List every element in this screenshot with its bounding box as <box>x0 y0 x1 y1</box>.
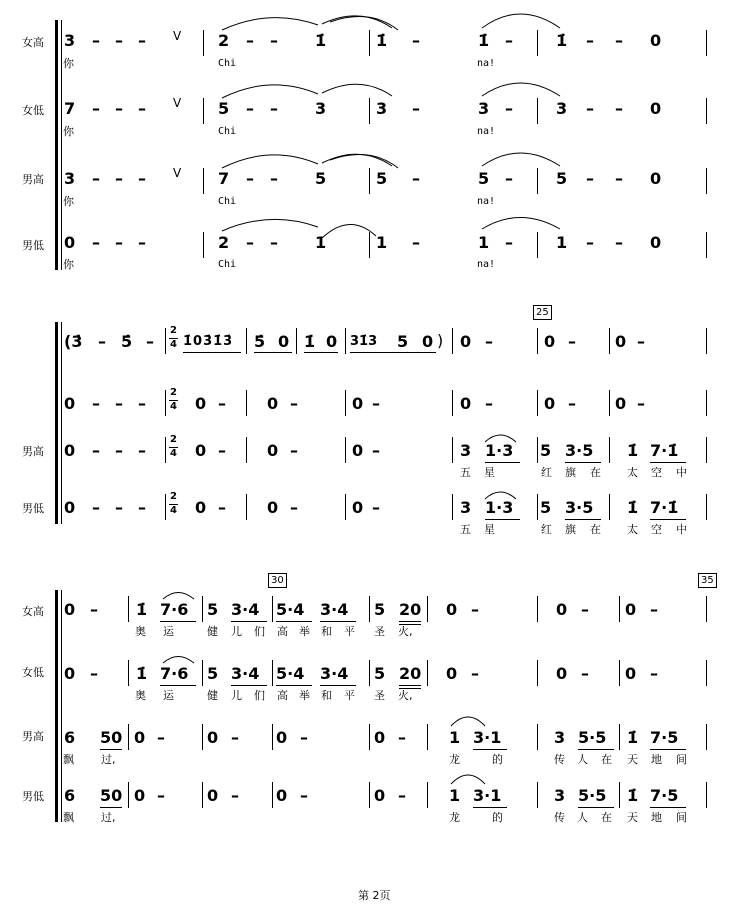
note: 1̇ <box>627 498 639 517</box>
note: 1 <box>556 233 568 252</box>
lyric: 你 <box>63 258 74 271</box>
lyric: 举 <box>299 625 310 638</box>
note: 0 <box>267 441 279 460</box>
dash: – <box>92 99 100 118</box>
lyric: 过, <box>101 811 116 824</box>
note: 0 <box>446 664 458 683</box>
lyric: 地 <box>651 811 662 824</box>
note: 1̇ <box>556 31 568 50</box>
lyric: 和 <box>321 689 332 702</box>
note: 5 <box>478 169 490 188</box>
measure-number: 30 <box>268 573 287 588</box>
lyric: 旗 <box>565 466 576 479</box>
lyric: 星 <box>484 466 495 479</box>
dash: – <box>568 332 576 351</box>
lyric: 运 <box>163 689 174 702</box>
voice-label: 女高 <box>22 605 44 618</box>
lyric: 圣 <box>374 625 385 638</box>
note: 1̇ <box>315 31 327 50</box>
lyric: 你 <box>63 125 74 138</box>
dash: – <box>246 31 254 50</box>
note: 0 <box>64 664 76 683</box>
lyric: na! <box>477 259 496 270</box>
note: 5 <box>207 664 219 683</box>
note: 0 <box>556 664 568 683</box>
note: 1 <box>376 233 388 252</box>
note: 5 <box>374 664 386 683</box>
measure-number: 25 <box>533 305 552 320</box>
dash: – <box>300 786 308 805</box>
note: 0 <box>64 394 76 413</box>
time-sig-top: 2 <box>170 434 177 445</box>
lyric: 的 <box>492 753 503 766</box>
dash: – <box>568 394 576 413</box>
measure-number: 35 <box>698 573 717 588</box>
lyric: 火, <box>398 625 413 638</box>
note: 0 <box>460 394 472 413</box>
note: 1̇ <box>627 441 639 460</box>
lyric: 健 <box>207 625 218 638</box>
note: 5 <box>556 169 568 188</box>
note: 1 <box>449 786 461 805</box>
lyric: 五 <box>460 523 471 536</box>
dash: – <box>615 233 623 252</box>
note: 5 <box>540 441 552 460</box>
note: 50 <box>100 728 123 747</box>
lyric: na! <box>477 196 496 207</box>
lyric: 空 <box>651 523 662 536</box>
dash: – <box>98 332 106 351</box>
lyric: na! <box>477 126 496 137</box>
dash: – <box>290 498 298 517</box>
dash: – <box>90 664 98 683</box>
lyric: 在 <box>590 466 601 479</box>
dash: – <box>290 394 298 413</box>
lyric: 健 <box>207 689 218 702</box>
lyric: 中 <box>676 523 687 536</box>
note: 5·4 <box>276 664 305 683</box>
note: 0 <box>650 31 662 50</box>
note: 0 <box>195 498 207 517</box>
note: 1 <box>478 233 490 252</box>
note: 2 <box>218 233 230 252</box>
time-sig-bottom: 4 <box>170 505 177 516</box>
note: 1 <box>449 728 461 747</box>
note: 5 <box>397 332 409 351</box>
note: 20 <box>399 600 422 619</box>
dash: – <box>270 169 278 188</box>
note: 3 <box>64 31 76 50</box>
dash: – <box>372 394 380 413</box>
note: 3·5 <box>565 441 594 460</box>
lyric: 传 <box>554 753 565 766</box>
lyric: na! <box>477 58 496 69</box>
lyric: 天 <box>627 811 638 824</box>
note: 0 <box>64 441 76 460</box>
note-group: 1̇03̇1̇3̇ <box>183 334 234 349</box>
dash: – <box>505 31 513 50</box>
note: 0 <box>446 600 458 619</box>
dash: – <box>138 169 146 188</box>
dash: – <box>157 728 165 747</box>
dash: – <box>115 233 123 252</box>
dash: – <box>218 394 226 413</box>
note: 5̇ <box>254 332 266 351</box>
dash: – <box>372 441 380 460</box>
lyric: 在 <box>590 523 601 536</box>
dash: – <box>92 441 100 460</box>
dash: – <box>300 728 308 747</box>
note: 0 <box>615 332 627 351</box>
lyric: Chi <box>218 196 237 207</box>
lyric: 运 <box>163 625 174 638</box>
note: 7·5 <box>650 786 679 805</box>
note: 3·4 <box>320 600 349 619</box>
time-sig-top: 2 <box>170 491 177 502</box>
dash: – <box>115 99 123 118</box>
dash: – <box>650 664 658 683</box>
voice-label: 男高 <box>22 730 44 743</box>
lyric: 在 <box>601 811 612 824</box>
note: 3·1 <box>473 728 502 747</box>
dash: – <box>218 498 226 517</box>
note: 3·4 <box>320 664 349 683</box>
voice-label: 男低 <box>22 239 44 252</box>
lyric: 旗 <box>565 523 576 536</box>
dash: – <box>485 332 493 351</box>
note: 0 <box>267 394 279 413</box>
dash: – <box>586 99 594 118</box>
voice-label: 女低 <box>22 666 44 679</box>
dash: – <box>586 31 594 50</box>
lyric: Chi <box>218 58 237 69</box>
note: 0 <box>650 99 662 118</box>
note: 3 <box>478 99 490 118</box>
voice-label: 男高 <box>22 173 44 186</box>
note: 1 <box>315 233 327 252</box>
lyric: 你 <box>63 57 74 70</box>
paren: ) <box>437 331 444 350</box>
dash: – <box>246 99 254 118</box>
note-group: 31̇3 <box>350 334 378 349</box>
voice-label: 男低 <box>22 502 44 515</box>
lyric: 地 <box>651 753 662 766</box>
lyric: 龙 <box>449 811 460 824</box>
dash: – <box>115 441 123 460</box>
note: 1̇ <box>136 664 148 683</box>
note: 3 <box>460 441 472 460</box>
dash: – <box>231 786 239 805</box>
breath-mark: V <box>173 96 182 110</box>
note: 5·5 <box>578 728 607 747</box>
dash: – <box>372 498 380 517</box>
note: 5·4 <box>276 600 305 619</box>
note: 0 <box>134 728 146 747</box>
note: 0 <box>460 332 472 351</box>
note: 0 <box>625 664 637 683</box>
dash: – <box>146 332 154 351</box>
note: 0 <box>422 332 434 351</box>
note: 0 <box>276 786 288 805</box>
dash: – <box>138 441 146 460</box>
lyric: 举 <box>299 689 310 702</box>
note: 2 <box>218 31 230 50</box>
lyric: 人 <box>577 811 588 824</box>
note: 0 <box>544 332 556 351</box>
note: 3·5 <box>565 498 594 517</box>
dash: – <box>138 498 146 517</box>
lyric: 在 <box>601 753 612 766</box>
time-sig-bottom: 4 <box>170 339 177 350</box>
note: 7·6 <box>160 664 189 683</box>
note: 5·5 <box>578 786 607 805</box>
note: 7 <box>218 169 230 188</box>
dash: – <box>615 31 623 50</box>
lyric: 们 <box>254 625 265 638</box>
lyric: 圣 <box>374 689 385 702</box>
lyric: 儿 <box>231 689 242 702</box>
note: 0 <box>134 786 146 805</box>
note: 0 <box>352 394 364 413</box>
note: 3·1 <box>473 786 502 805</box>
dash: – <box>270 99 278 118</box>
dash: – <box>90 600 98 619</box>
dash: – <box>290 441 298 460</box>
voice-label: 男低 <box>22 790 44 803</box>
note: 0 <box>64 233 76 252</box>
lyric: 火, <box>398 689 413 702</box>
dash: – <box>157 786 165 805</box>
note: 1̇ <box>136 600 148 619</box>
time-sig-top: 2 <box>170 387 177 398</box>
note: 5 <box>376 169 388 188</box>
dash: – <box>586 233 594 252</box>
note: 0 <box>374 728 386 747</box>
note: 5 <box>540 498 552 517</box>
dash: – <box>412 99 420 118</box>
time-sig-bottom: 4 <box>170 448 177 459</box>
note: 1·3 <box>485 441 514 460</box>
note: 1̇ <box>627 786 639 805</box>
dash: – <box>92 498 100 517</box>
note: 5̇ <box>121 332 133 351</box>
lyric: 高 <box>277 625 288 638</box>
note: 5 <box>207 600 219 619</box>
note: 1̇ <box>478 31 490 50</box>
lyric: 平 <box>344 689 355 702</box>
lyric: 五 <box>460 466 471 479</box>
lyric: 飘 <box>63 811 74 824</box>
lyric: 传 <box>554 811 565 824</box>
dash: – <box>581 664 589 683</box>
note: 0 <box>625 600 637 619</box>
lyric: 的 <box>492 811 503 824</box>
note: 3 <box>556 99 568 118</box>
lyric: 红 <box>541 466 552 479</box>
note: 1̇ <box>376 31 388 50</box>
lyric: 奥 <box>135 689 146 702</box>
note: 7·1̇ <box>650 441 679 460</box>
lyric: 太 <box>627 523 638 536</box>
note: 1̇ <box>304 332 316 351</box>
dash: – <box>581 600 589 619</box>
dash: – <box>505 233 513 252</box>
lyric: 龙 <box>449 753 460 766</box>
note: 3 <box>554 786 566 805</box>
note: 3 <box>376 99 388 118</box>
lyric: 奥 <box>135 625 146 638</box>
lyric: 中 <box>676 466 687 479</box>
dash: – <box>505 99 513 118</box>
dash: – <box>246 169 254 188</box>
dash: – <box>586 169 594 188</box>
voice-label: 男高 <box>22 445 44 458</box>
note: 0 <box>556 600 568 619</box>
dash: – <box>637 394 645 413</box>
dash: – <box>615 99 623 118</box>
dash: – <box>650 600 658 619</box>
dash: – <box>471 600 479 619</box>
note: 6 <box>64 786 76 805</box>
dash: – <box>231 728 239 747</box>
dash: – <box>218 441 226 460</box>
note: 0 <box>195 394 207 413</box>
lyric: 们 <box>254 689 265 702</box>
lyric: 平 <box>344 625 355 638</box>
note: 7·1̇ <box>650 498 679 517</box>
note: 0 <box>374 786 386 805</box>
dash: – <box>115 394 123 413</box>
note: 0 <box>544 394 556 413</box>
note: 3 <box>460 498 472 517</box>
dash: – <box>92 169 100 188</box>
dash: – <box>412 233 420 252</box>
note: 7·6 <box>160 600 189 619</box>
note: 20 <box>399 664 422 683</box>
lyric: 高 <box>277 689 288 702</box>
note: 7 <box>64 99 76 118</box>
note: 0 <box>650 233 662 252</box>
dash: – <box>138 99 146 118</box>
note: 1·3 <box>485 498 514 517</box>
lyric: 和 <box>321 625 332 638</box>
lyric: Chi <box>218 259 237 270</box>
dash: – <box>115 31 123 50</box>
dash: – <box>270 31 278 50</box>
page-number: 第 2页 <box>358 889 391 902</box>
note: 0 <box>615 394 627 413</box>
note: 5 <box>374 600 386 619</box>
dash: – <box>115 498 123 517</box>
dash: – <box>115 169 123 188</box>
note: 3·4 <box>231 664 260 683</box>
note: 3 <box>315 99 327 118</box>
breath-mark: V <box>173 166 182 180</box>
note: 0 <box>650 169 662 188</box>
breath-mark: V <box>173 29 182 43</box>
note: 0 <box>326 332 338 351</box>
note: 0 <box>64 600 76 619</box>
dash: – <box>398 786 406 805</box>
time-sig-top: 2 <box>170 325 177 336</box>
lyric: 过, <box>101 753 116 766</box>
note: 5 <box>315 169 327 188</box>
lyric: 飘 <box>63 753 74 766</box>
voice-label: 女低 <box>22 104 44 117</box>
lyric: 间 <box>676 753 687 766</box>
note: 3 <box>64 169 76 188</box>
note: 6 <box>64 728 76 747</box>
voice-label: 女高 <box>22 36 44 49</box>
note: 3 <box>554 728 566 747</box>
lyric: Chi <box>218 126 237 137</box>
lyric: 红 <box>541 523 552 536</box>
note: 0 <box>267 498 279 517</box>
dash: – <box>398 728 406 747</box>
dash: – <box>246 233 254 252</box>
dash: – <box>92 233 100 252</box>
dash: – <box>138 31 146 50</box>
lyric: 太 <box>627 466 638 479</box>
note: 3·4 <box>231 600 260 619</box>
note: 0 <box>352 441 364 460</box>
note: 0 <box>207 728 219 747</box>
note: 5 <box>218 99 230 118</box>
note: 7·5 <box>650 728 679 747</box>
dash: – <box>92 394 100 413</box>
note: (3̇ <box>64 332 83 351</box>
dash: – <box>637 332 645 351</box>
dash: – <box>270 233 278 252</box>
note: 0 <box>352 498 364 517</box>
dash: – <box>92 31 100 50</box>
note: 0 <box>276 728 288 747</box>
dash: – <box>412 169 420 188</box>
dash: – <box>615 169 623 188</box>
note: 0 <box>64 498 76 517</box>
lyric: 儿 <box>231 625 242 638</box>
note: 0 <box>207 786 219 805</box>
dash: – <box>138 233 146 252</box>
dash: – <box>471 664 479 683</box>
note: 50 <box>100 786 123 805</box>
note: 1̇ <box>627 728 639 747</box>
dash: – <box>505 169 513 188</box>
dash: – <box>485 394 493 413</box>
lyric: 天 <box>627 753 638 766</box>
dash: – <box>138 394 146 413</box>
dash: – <box>412 31 420 50</box>
time-sig-bottom: 4 <box>170 401 177 412</box>
note: 0 <box>278 332 290 351</box>
lyric: 空 <box>651 466 662 479</box>
lyric: 星 <box>484 523 495 536</box>
lyric: 间 <box>676 811 687 824</box>
note: 0 <box>195 441 207 460</box>
lyric: 人 <box>577 753 588 766</box>
lyric: 你 <box>63 195 74 208</box>
